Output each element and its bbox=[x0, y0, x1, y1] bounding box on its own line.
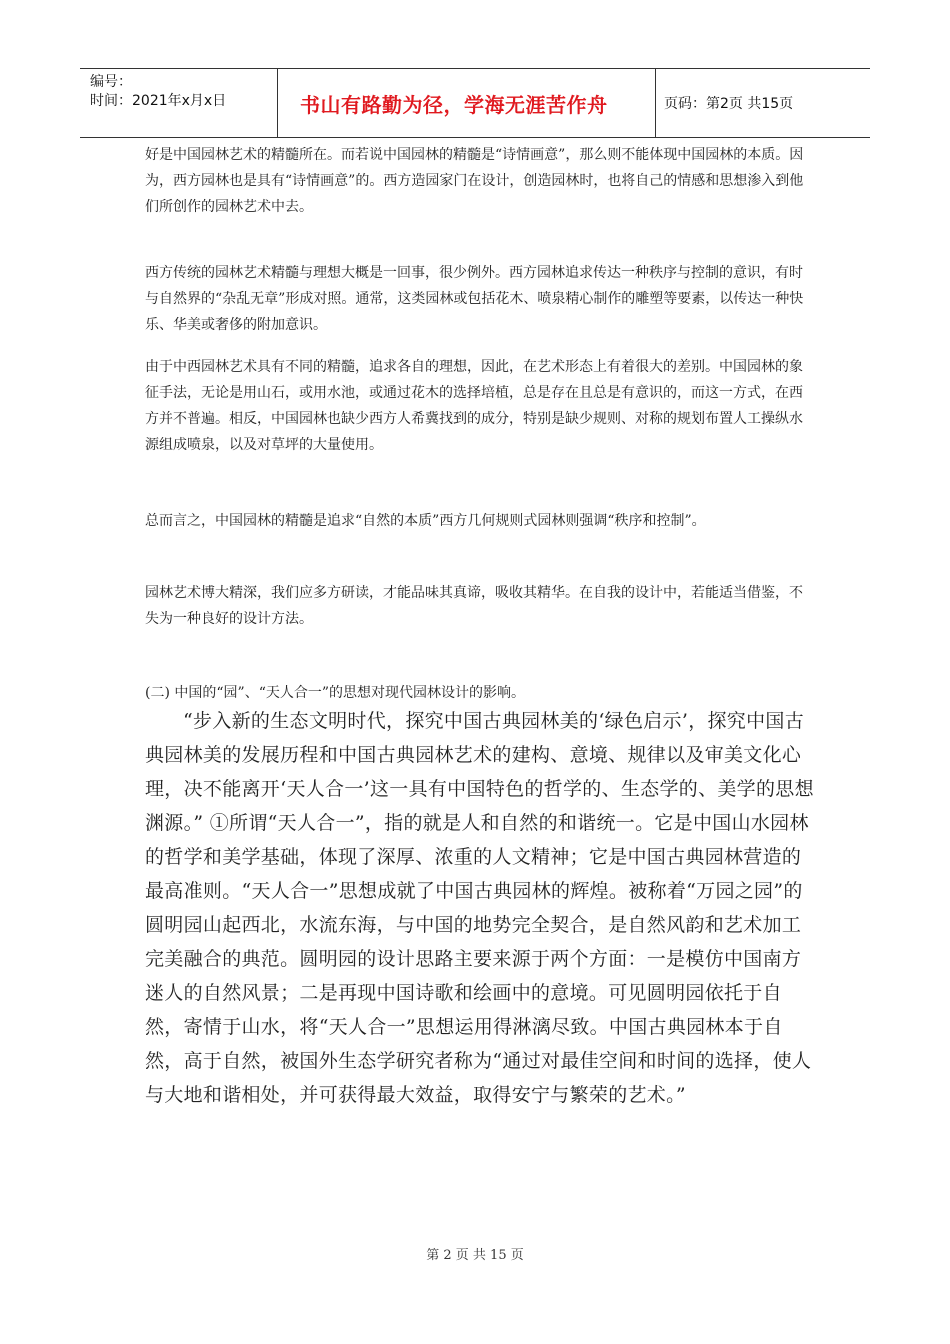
header-page-info: 页码：第2页 共15页 bbox=[664, 96, 794, 112]
paragraph-3: 由于中西园林艺术具有不同的精髓，追求各自的理想，因此，在艺术形态上有着很大的差别。中国园林的象征手法，无论是用山石，或用水池，或通过花木的选择培植，总是存在且总是有意识的，而这一方式，在西方并不普遍。相反，中国园林也缺少西方人希冀找到的成分，特别是缺少规则、对称的规划布置人工操纵水源组成喷泉，以及对草坪的大量使用。 bbox=[145, 359, 803, 453]
paragraph-1: 好是中国园林艺术的精髓所在。而若说中国园林的精髓是“诗情画意”，那么则不能体现中国园林的本质。因为，西方园林也是具有“诗情画意”的。西方造园家门在设计，创造园林时，也将自己的情感和思想渗入到他们所创作的园林艺术中去。 bbox=[145, 147, 804, 215]
document-number-label: 编号： bbox=[90, 74, 132, 90]
section-heading: (二) 中国的“园”、“天人合一”的思想对现代园林设计的影响。 bbox=[145, 685, 526, 701]
page-footer: 第 2 页 共 15 页 bbox=[426, 1248, 524, 1263]
document-date: 时间：2021年x月x日 bbox=[90, 93, 227, 109]
paragraph-2: 西方传统的园林艺术精髓与理想大概是一回事，很少例外。西方园林追求传达一种秩序与控制的意识，有时与自然界的“杂乱无章”形成对照。通常，这类园林或包括花木、喷泉精心制作的雕塑等要素，以传达一种快乐、华美或奢侈的附加意识。 bbox=[145, 265, 804, 333]
paragraph-5: 园林艺术博大精深，我们应多方研读，才能品味其真谛，吸收其精华。在自我的设计中，若能适当借鉴，不失为一种良好的设计方法。 bbox=[145, 585, 803, 627]
main-body-text: “步入新的生态文明时代，探究中国古典园林美的‘绿色启示’，探究中国古典园林美的发展历程和中国古典园林艺术的建构、意境、规律以及审美文化心理，决不能离开‘天人合一’这一具有中国特色的哲学的、生态学的、美学的思想渊源。” ①所谓“天人合一”，指的就是人和自然的和谐统一。它是中国山水园林的哲学和美学基础，体现了深厚、浓重的人文精神；它是中国古典园林营造的最高准则。“天人合一”思想成就了中国古典园林的辉煌。被称着“万园之园”的圆明园山起西北，水流东海，与中国的地势完全契合，是自然风韵和艺术加工完美融合的典范。圆明园的设计思路主要来源于两个方面：一是模仿中国南方迷人的自然风景；二是再现中国诗歌和绘画中的意境。可见圆明园依托于自然，寄情于山水，将“天人合一”思想运用得淋漓尽致。中国古典园林本于自然，高于自然，被国外生态学研究者称为“通过对最佳空间和时间的选择，使人与大地和谐相处，并可获得最大效益，取得安宁与繁荣的艺术。” bbox=[145, 710, 814, 1106]
header-meta bbox=[80, 69, 278, 137]
paragraph-4: 总而言之，中国园林的精髓是追求“自然的本质”西方几何规则式园林则强调“秩序和控制”。 bbox=[145, 513, 706, 529]
header-motto: 书山有路勤为径，学海无涯苦作舟 bbox=[278, 69, 656, 137]
page-header bbox=[80, 68, 870, 138]
